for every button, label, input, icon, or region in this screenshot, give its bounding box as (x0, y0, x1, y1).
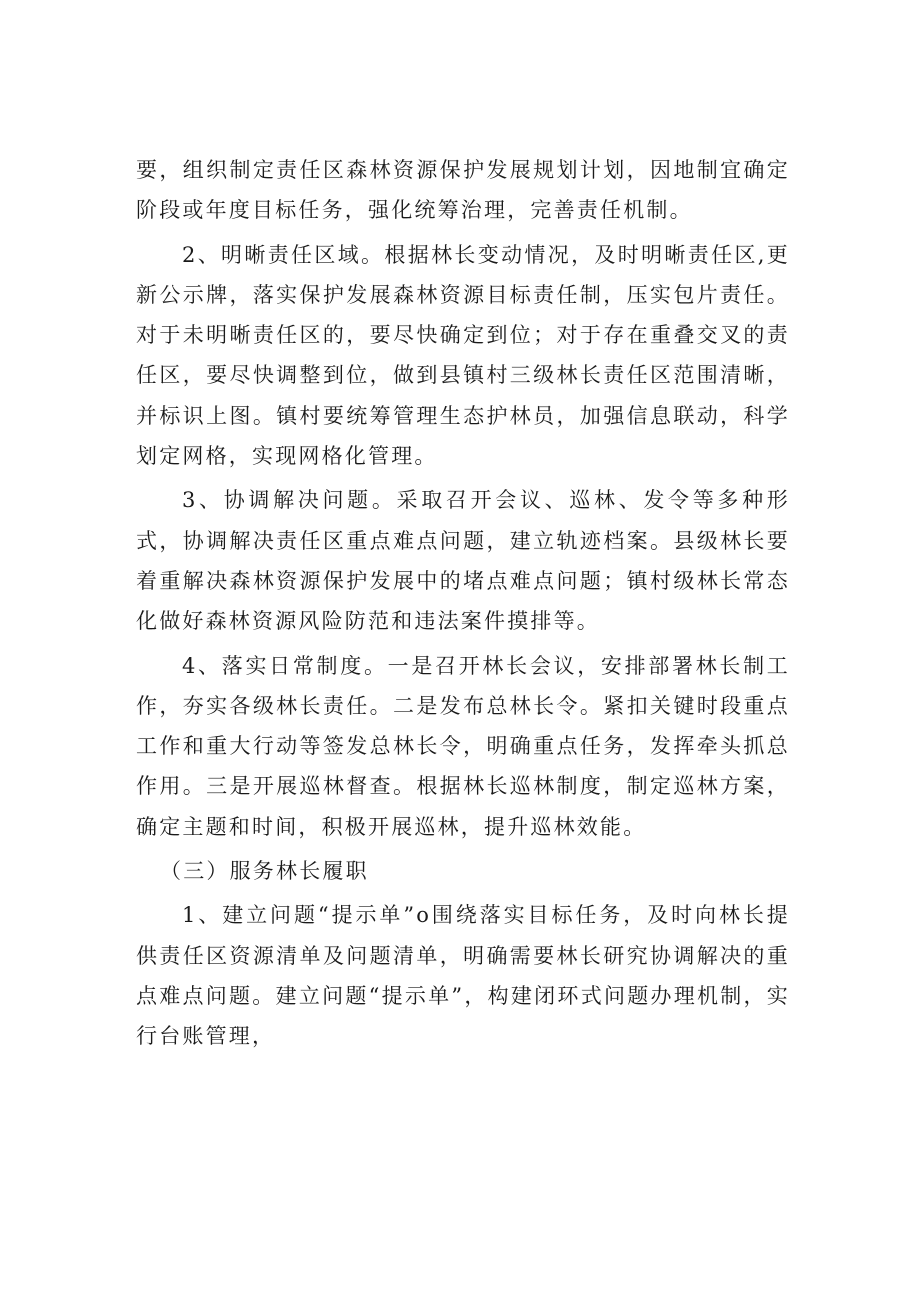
document-body (136, 150, 790, 1057)
paragraph-daily-system: 4、落实日常制度。一是召开林长会议，安排部署林长制工作，夯实各级林长责任。二是发布总林长令。紧扣关键时段重点工作和重大行动等签发总林长令，明确重点任务，发挥牵头抓总作用。三是开展巡林督查。根据林长巡林制度，制定巡林方案，确定主题和时间，积极开展巡林，提升巡林效能。 (136, 653, 790, 839)
paragraph-clarify-responsibility-areas: 2、明晰责任区域。根据林长变动情况，及时明晰责任区,更新公示牌，落实保护发展森林资源目标责任制，压实包片责任。对于未明晰责任区的，要尽快确定到位；对于存在重叠交叉的责任区，要尽快调整到位，做到县镇村三级林长责任区范围清晰，并标识上图。镇村要统筹管理生态护林员，加强信息联动，科学划定网格，实现网格化管理。 (136, 242, 790, 469)
section-heading: （三）服务林长履职 (160, 859, 369, 884)
paragraph-prompt-sheet: 1、建立问题“提示单”o围绕落实目标任务，及时向林长提供责任区资源清单及问题清单，明确需要林长研究协调解决的重点难点问题。建立问题“提示单”，构建闭环式问题办理机制，实行台账管理， (136, 903, 790, 1049)
paragraph-continuation: 要，组织制定责任区森林资源保护发展规划计划，因地制宜确定阶段或年度目标任务，强化统筹治理，完善责任机制。 (136, 158, 790, 223)
paragraph-coordinate-problems: 3、协调解决问题。采取召开会议、巡林、发令等多种形式，协调解决责任区重点难点问题，建立轨迹档案。县级林长要着重解决森林资源保护发展中的堵点难点问题；镇村级林长常态化做好森林资源风险防范和违法案件摸排等。 (136, 488, 790, 634)
